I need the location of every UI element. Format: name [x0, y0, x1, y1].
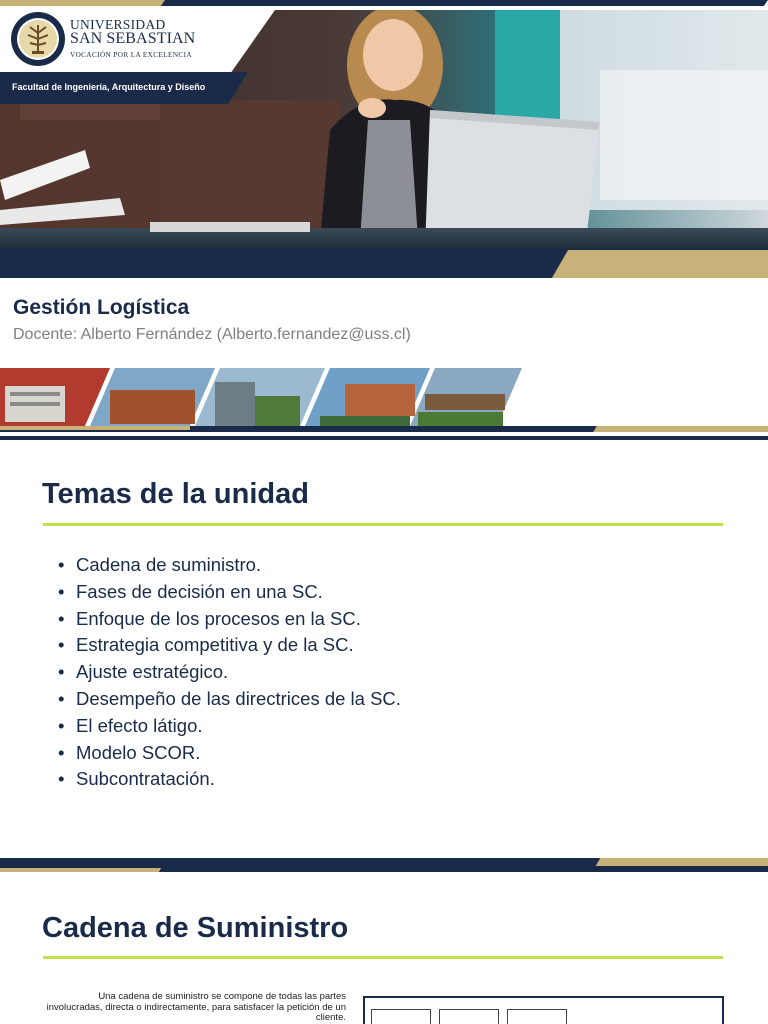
university-motto: VOCACIÓN POR LA EXCELENCIA: [70, 51, 193, 59]
campus-photo-strip: [0, 368, 530, 426]
slide2-bottom-gold: [596, 858, 768, 866]
diagram-box: [371, 1009, 431, 1024]
top-navy-stripe: [161, 0, 768, 6]
university-name-line2: SAN SEBASTIAN: [70, 30, 196, 47]
slide2-top-stripe: [0, 436, 768, 440]
topics-list: [58, 552, 401, 793]
list-item: • Enfoque de los procesos en la SC.: [58, 606, 401, 633]
teacher-line: Docente: Alberto Fernández (Alberto.fernandez@uss.cl): [13, 326, 411, 343]
slide3-title: Cadena de Suministro: [42, 912, 349, 944]
supply-chain-slide: [0, 868, 768, 1024]
list-item: • Cadena de suministro.: [58, 552, 401, 579]
list-item: • Modelo SCOR.: [58, 740, 401, 767]
list-item: • Estrategia competitiva y de la SC.: [58, 632, 401, 659]
list-item: • Desempeño de las directrices de la SC.: [58, 686, 401, 713]
faculty-label: Facultad de Ingeniería, Arquitectura y Diseño: [12, 82, 206, 92]
topics-slide: [0, 436, 768, 868]
slide3-top-gold: [0, 868, 168, 872]
list-item: • Subcontratación.: [58, 766, 401, 793]
slide3-title-rule: [43, 956, 723, 959]
course-title: Gestión Logística: [13, 296, 190, 319]
diagram-box: [439, 1009, 499, 1024]
photo-footer-gold: [552, 250, 768, 278]
diagram-box: [507, 1009, 567, 1024]
university-name-line1: UNIVERSIDAD: [70, 17, 166, 32]
slide1-bottom-gold: [0, 426, 190, 430]
supply-chain-definition: Una cadena de suministro se compone de todas las partes involucradas, directa o indirectamente, para satisfacer la petición de un cliente.: [46, 991, 346, 1023]
list-item: • El efecto látigo.: [58, 713, 401, 740]
slide2-title: Temas de la unidad: [42, 478, 309, 510]
supply-chain-diagram: [363, 996, 724, 1024]
title-slide: [0, 0, 768, 432]
top-gold-stripe: [0, 0, 170, 6]
list-item: • Ajuste estratégico.: [58, 659, 401, 686]
slide3-top-navy: [159, 868, 768, 872]
university-seal-icon: [10, 11, 66, 67]
list-item: • Fases de decisión en una SC.: [58, 579, 401, 606]
slide2-title-rule: [43, 523, 723, 526]
